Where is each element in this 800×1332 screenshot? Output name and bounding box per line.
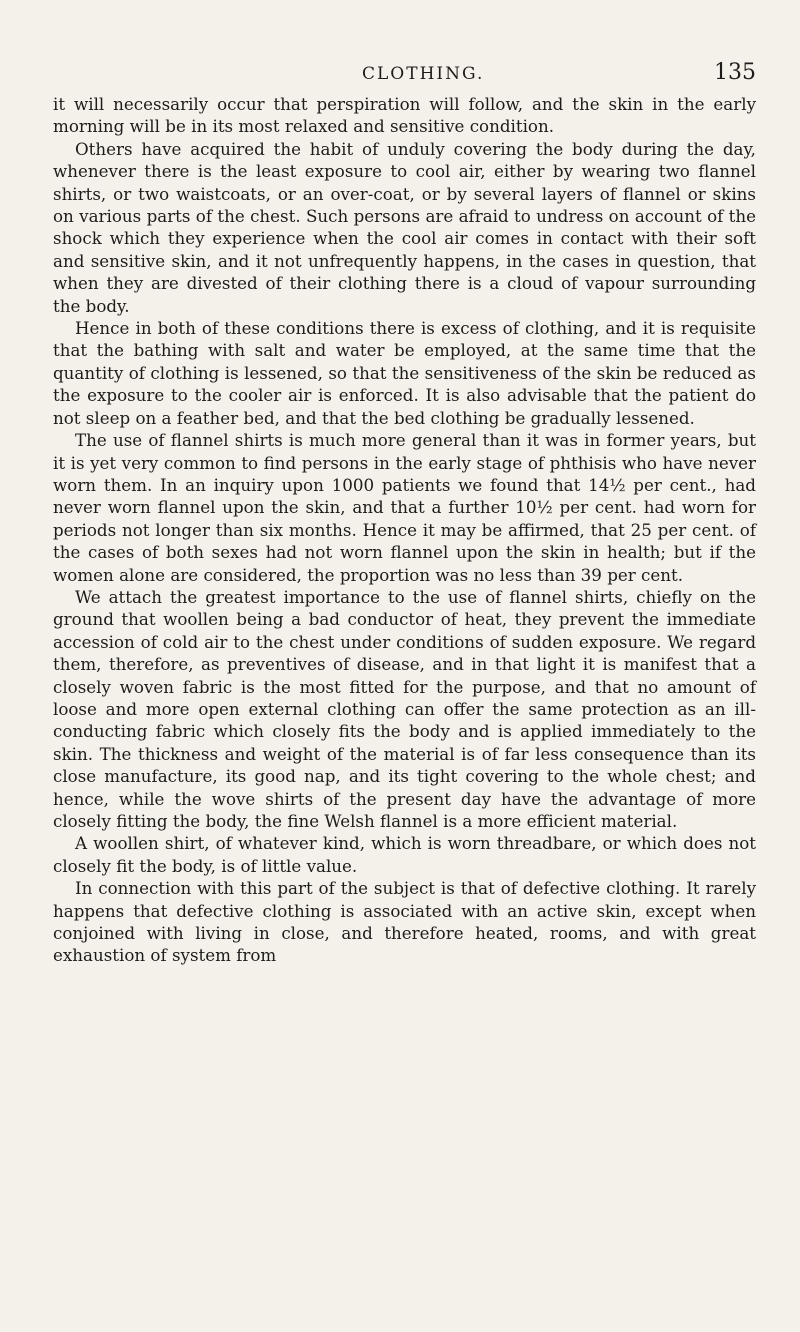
chapter-title: CLOTHING.	[362, 64, 485, 84]
paragraph-continued: it will necessarily occur that perspiration will follow, and the skin in the early morning will be in its most relaxed and sensitive condition.	[53, 94, 756, 137]
running-head	[53, 0, 756, 86]
paragraph: Others have acquired the habit of unduly covering the body during the day, whenever there is the least exposure to cool air, either by wearing two flannel shirts, or two waistcoats, or an over-coat, or by several layers of flannel or skins on various parts of the chest. Such persons are afraid to undress on account of the shock which they experience when the cool air comes in contact with their soft and sensitive skin, and it not unfrequently happens, in the cases in question, that when they are divested of their clothing there is a cloud of vapour surrounding the body.	[53, 138, 756, 316]
paragraph: Hence in both of these conditions there is excess of clothing, and it is requisite that the bathing with salt and water be employed, at the same time that the quantity of clothing is lessened, so that the sensitiveness of the skin be reduced as the exposure to the cooler air is enforced. It is also advisable that the patient do not sleep on a feather bed, and that the bed clothing be gradually lessened.	[53, 318, 756, 428]
body-text	[53, 93, 756, 967]
paragraph: We attach the greatest importance to the use of flannel shirts, chiefly on the ground that woollen being a bad conductor of heat, they prevent the immediate accession of cold air to the chest under conditions of sudden exposure. We regard them, therefore, as preventives of disease, and in that light it is manifest that a closely woven fabric is the most fitted for the purpose, and that no amount of loose and more open external clothing can offer the same protection as an ill-conducting fabric which closely fits the body and is applied immediately to the skin. The thickness and weight of the material is of far less consequence than its close manufacture, its good nap, and its tight covering to the whole chest; and hence, while the wove shirts of the present day have the advantage of more closely fitting the body, the fine Welsh flannel is a more efficient material.	[53, 586, 756, 831]
paragraph: A woollen shirt, of whatever kind, which is worn threadbare, or which does not closely fit the body, is of little value.	[53, 833, 756, 876]
page-number: 135	[714, 60, 756, 85]
paragraph: In connection with this part of the subject is that of defective clothing. It rarely happens that defective clothing is associated with an active skin, except when conjoined with living in close, and therefore heated, rooms, and with great exhaustion of system from	[53, 878, 756, 966]
paragraph: The use of flannel shirts is much more general than it was in former years, but it is yet very common to find persons in the early stage of phthisis who have never worn them. In an inquiry upon 1000 patients we found that 14½ per cent., had never worn flannel upon the skin, and that a further 10½ per cent. had worn for periods not longer than six months. Hence it may be affirmed, that 25 per cent. of the cases of both sexes had not worn flannel upon the skin in health; but if the women alone are considered, the proportion was no less than 39 per cent.	[53, 430, 756, 585]
